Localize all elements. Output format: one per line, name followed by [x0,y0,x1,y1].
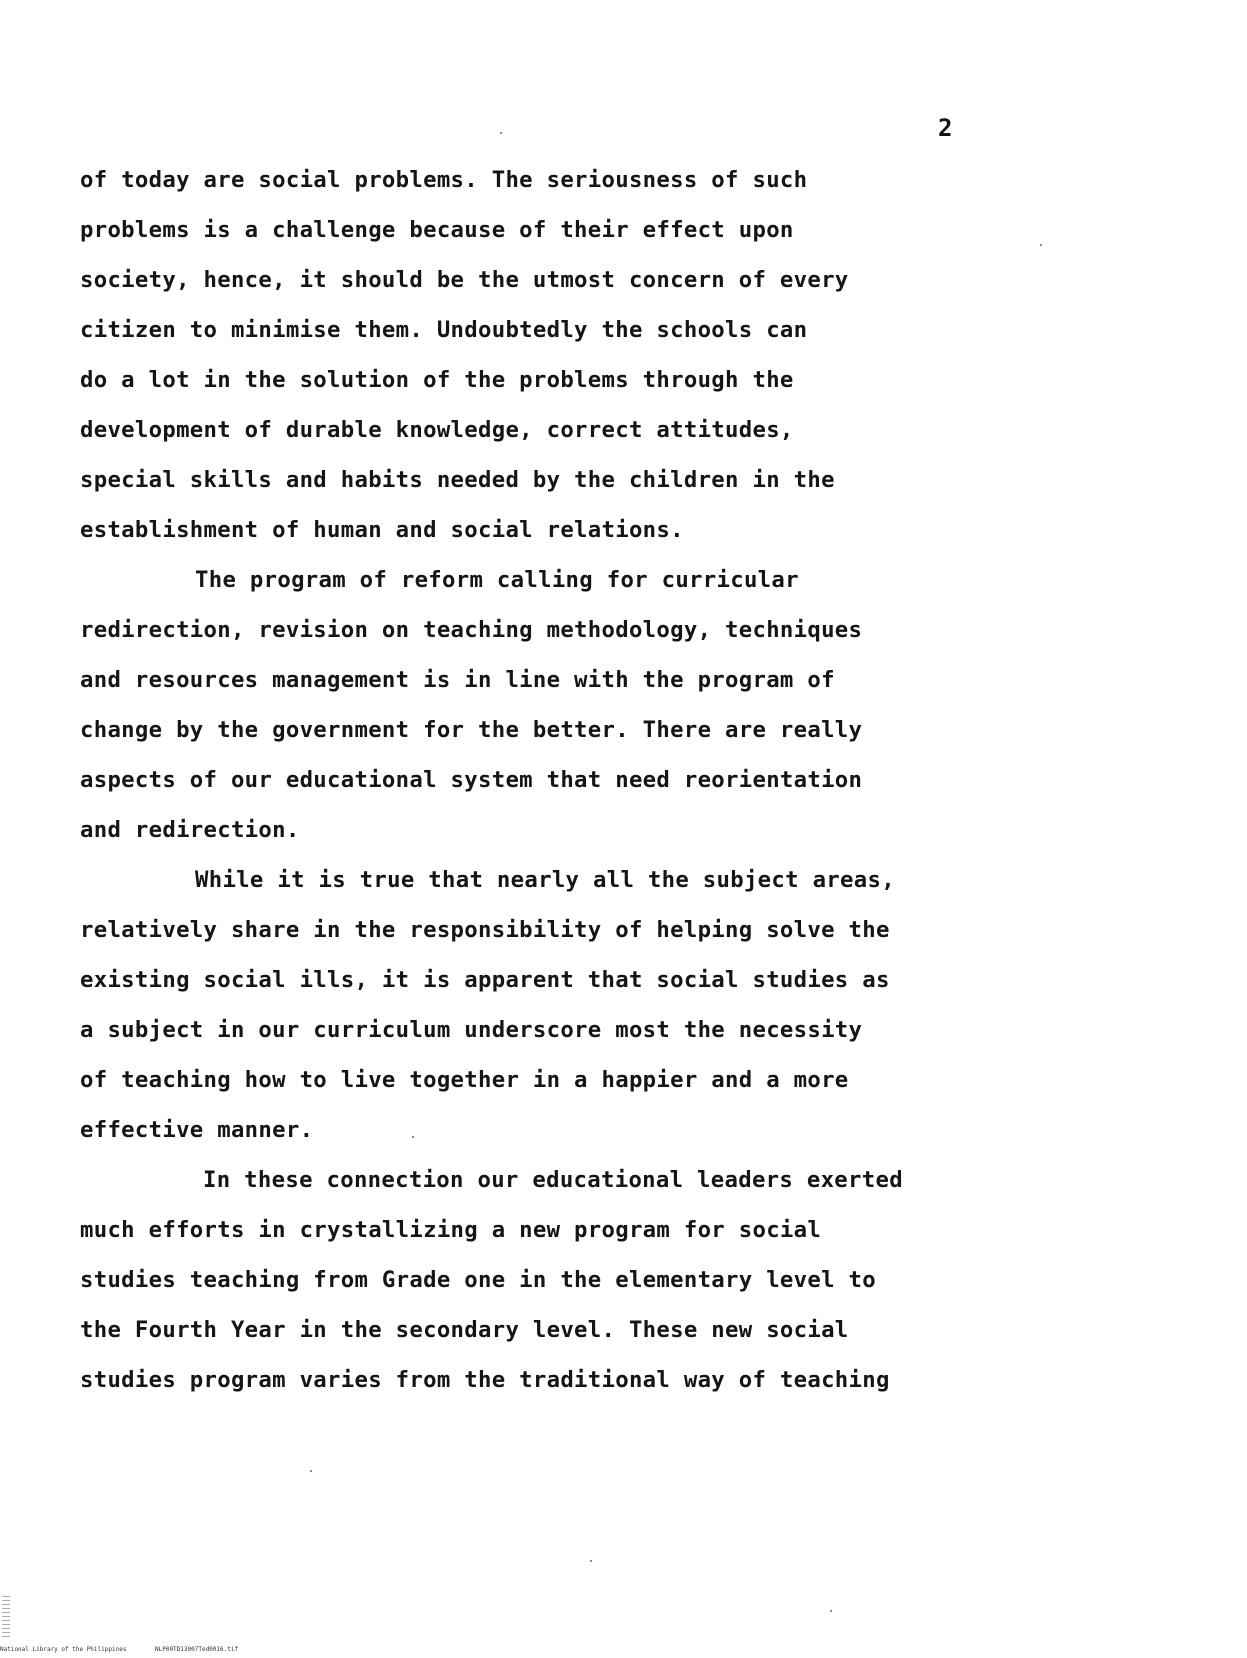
text-line-20: effective manner. [80,1117,314,1143]
text-line-7: special skills and habits needed by the children in the [80,467,835,493]
text-line-23: studies teaching from Grade one in the elementary level to [80,1267,876,1293]
scan-speck [310,1470,312,1472]
text-line-19: of teaching how to live together in a happier and a more [80,1067,849,1093]
footer-library-name: National Library of the Philippines [0,1646,127,1653]
text-line-6: development of durable knowledge, correct attitudes, [80,417,794,443]
text-line-18: a subject in our curriculum underscore most the necessity [80,1017,863,1043]
scan-speck [1040,244,1042,246]
scanner-edge-mark [2,1596,10,1640]
text-line-2: problems is a challenge because of their effect upon [80,217,794,243]
text-line-16: relatively share in the responsibility of helping solve the [80,917,890,943]
text-line-13: aspects of our educational system that need reorientation [80,767,863,793]
paragraph-3-first-line: While it is true that nearly all the subject areas, [195,867,895,893]
scan-speck [590,1560,592,1562]
text-line-14: and redirection. [80,817,300,843]
text-line-3: society, hence, it should be the utmost concern of every [80,267,849,293]
text-line-8: establishment of human and social relations. [80,517,684,543]
text-line-12: change by the government for the better. There are really [80,717,863,743]
text-line-11: and resources management is in line with the program of [80,667,835,693]
footer-filename: NLP00TD13007Ted0016.tif [155,1646,239,1653]
text-line-22: much efforts in crystallizing a new program for social [80,1217,822,1243]
paragraph-2-first-line: The program of reform calling for curricular [195,567,799,593]
text-line-17: existing social ills, it is apparent that social studies as [80,967,890,993]
paragraph-4-first-line: In these connection our educational leaders exerted [203,1167,903,1193]
scan-speck [412,1136,414,1138]
text-line-4: citizen to minimise them. Undoubtedly the schools can [80,317,808,343]
scan-speck [500,132,502,134]
text-line-25: studies program varies from the traditional way of teaching [80,1367,890,1393]
text-line-5: do a lot in the solution of the problems through the [80,367,794,393]
text-line-24: the Fourth Year in the secondary level. These new social [80,1317,849,1343]
text-line-1: of today are social problems. The seriousness of such [80,167,808,193]
scan-speck [830,1610,832,1612]
page-number: 2 [938,114,953,142]
text-line-10: redirection, revision on teaching methodology, techniques [80,617,863,643]
